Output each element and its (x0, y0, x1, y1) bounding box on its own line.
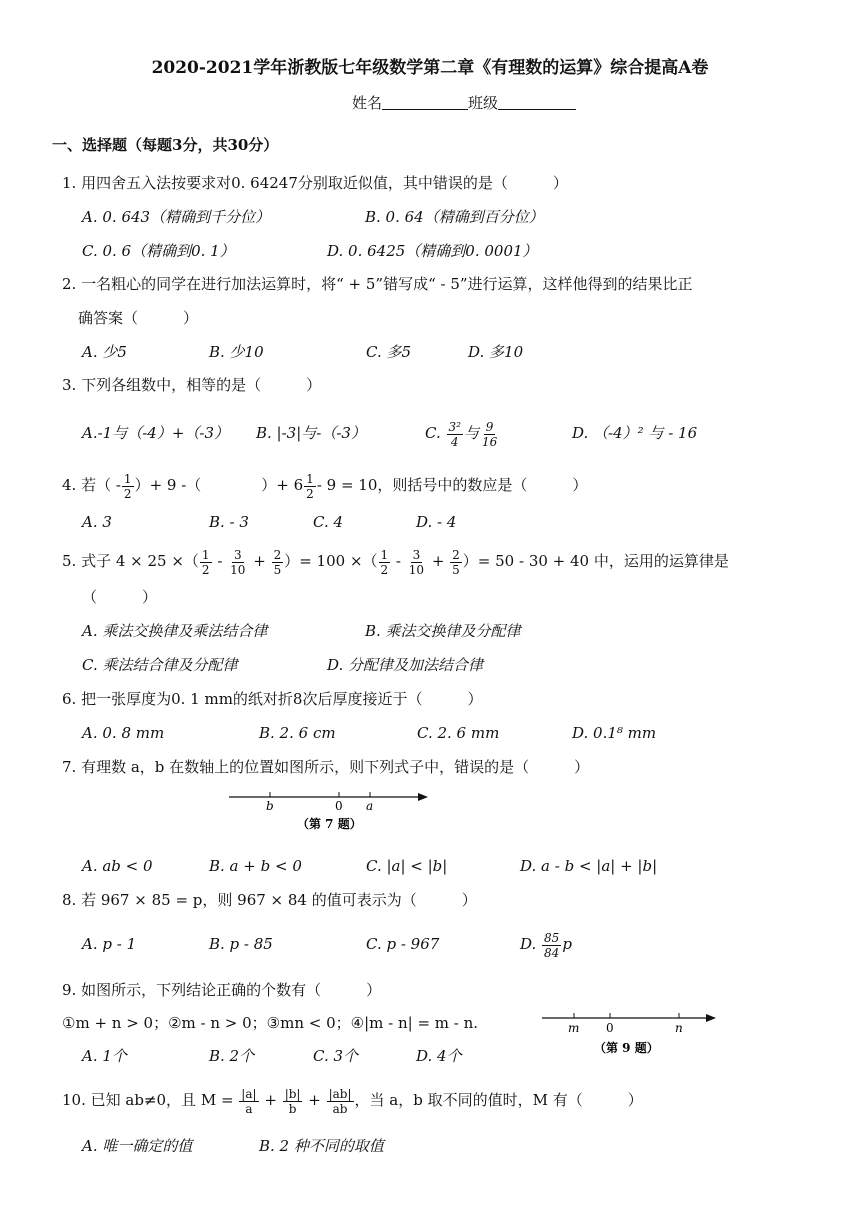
section-title: 一、选择题（每题3分，共30分） (52, 136, 279, 154)
q5-stem: 5. 式子 4 × 25 ×（ $\frac{1}{2}$ - $\frac{3}{10}$ + $\frac{2}{5}$ ）= 100 ×（ $\frac{1}{2}$ - $\frac{3}{10}$ + $\frac{2}{5}$ ）= 50 - 30 + 40 中，运用的运算律是 (62, 547, 729, 577)
q7-figure-caption: （第 7 题） (297, 817, 362, 831)
q9-number-line (538, 1008, 724, 1058)
q8-option-c: C. p - 967 (366, 935, 440, 953)
q8-option-b: B. p - 85 (209, 935, 273, 953)
q6-option-c: C. 2. 6 mm (417, 724, 500, 742)
q9-statements: ①m + n > 0；②m - n > 0；③mn < 0；④|m - n| = m - n. (62, 1014, 479, 1032)
q6-option-d: D. 0.1⁸ mm (572, 724, 657, 742)
q8-option-a: A. p - 1 (82, 935, 137, 953)
q3-c-fraction-1: $\frac{\text{3²}}{4}$ (448, 419, 461, 449)
q7-stem: 7. 有理数 a，b 在数轴上的位置如图所示，则下列式子中，错误的是（ ） (62, 758, 590, 776)
q5-option-c: C. 乘法结合律及分配律 (82, 656, 238, 674)
q4-stem: 4. 若（ - $\frac{1}{2}$ ）+ 9 -（ ）+ 6 $\frac{1}{2}$ - 9 = 10，则括号中的数应是（ ） (62, 471, 588, 501)
q7-option-b: B. a + b < 0 (209, 857, 302, 875)
q10-stem: 10. 已知 ab≠0，且 M = $\frac{|a|}{a}$ + $\frac{|b|}{b}$ + $\frac{|ab|}{ab}$ ，当 a，b 取不同的值时，M 有（ ） (62, 1086, 643, 1116)
q9-option-d: D. 4个 (416, 1047, 462, 1065)
q7-option-a: A. ab < 0 (82, 857, 153, 875)
q2-stem: 2. 一名粗心的同学在进行加法运算时，将“ + 5”错写成“ - 5”进行运算，这样他得到的结果比正 (62, 275, 693, 293)
q3-option-d: D. （-4）² 与 - 16 (572, 424, 698, 442)
q7-label-zero: 0 (335, 799, 343, 813)
q1-option-c: C. 0. 6（精确到0. 1） (82, 242, 235, 260)
q1-stem: 1. 用四舍五入法按要求对0. 64247分别取近似值，其中错误的是（ ） (62, 174, 568, 192)
q5-option-d: D. 分配律及加法结合律 (327, 656, 484, 674)
q8-option-d: D. $\frac{85}{84}$ p (520, 930, 572, 960)
q9-option-c: C. 3个 (313, 1047, 359, 1065)
q8-stem: 8. 若 967 × 85 = p，则 967 × 84 的值可表示为（ ） (62, 891, 477, 909)
q3-option-b: B. |-3|与-（-3） (256, 424, 366, 442)
name-blank[interactable] (382, 95, 468, 110)
q10-frac-ab: $\frac{|ab|}{ab}$ (328, 1086, 352, 1116)
q1-option-a: A. 0. 643（精确到千分位） (82, 208, 271, 226)
q2-option-d: D. 多10 (468, 343, 524, 361)
q3-c-fraction-2: $\frac{9}{16}$ (481, 419, 498, 449)
q1-option-b: B. 0. 64（精确到百分位） (365, 208, 544, 226)
q3-c-mid: 与 (463, 424, 479, 442)
q7-label-a: a (366, 799, 374, 813)
q7-option-c: C. |a| < |b| (366, 857, 448, 875)
q4-option-b: B. - 3 (209, 513, 249, 531)
q7-option-d: D. a - b < |a| + |b| (520, 857, 658, 875)
q9-figure-caption: （第 9 题） (594, 1041, 659, 1055)
q10-option-a: A. 唯一确定的值 (82, 1137, 193, 1155)
name-class-line (352, 92, 576, 113)
q2-stem-cont: 确答案（ ） (78, 309, 199, 327)
q9-option-a: A. 1个 (82, 1047, 127, 1065)
q9-label-zero: 0 (606, 1021, 614, 1035)
q3-stem: 3. 下列各组数中，相等的是（ ） (62, 376, 322, 394)
q10-frac-b: $\frac{|b|}{b}$ (284, 1086, 301, 1116)
q9-label-n: n (675, 1021, 683, 1035)
q5-frac-2: $\frac{3}{10}$ (230, 547, 246, 577)
q5-frac-1: $\frac{1}{2}$ (201, 547, 210, 577)
q9-stem: 9. 如图所示，下列结论正确的个数有（ ） (62, 981, 382, 999)
q3-c-prefix: C. (425, 424, 441, 442)
q4-half-2: $\frac{1}{2}$ (306, 471, 314, 501)
q4-half-1: $\frac{1}{2}$ (123, 471, 132, 501)
q10-frac-a: $\frac{|a|}{a}$ (241, 1086, 257, 1116)
q9-label-m: m (568, 1021, 580, 1035)
q6-stem: 6. 把一张厚度为0. 1 mm的纸对折8次后厚度接近于（ ） (62, 690, 483, 708)
q5-option-b: B. 乘法交换律及分配律 (365, 622, 521, 640)
q5-frac-6: $\frac{2}{5}$ (452, 547, 460, 577)
q2-option-c: C. 多5 (366, 343, 412, 361)
name-label: 姓名 (352, 94, 383, 112)
q4-option-a: A. 3 (82, 513, 112, 531)
q3-option-c (425, 413, 500, 453)
q5-frac-3: $\frac{2}{5}$ (273, 547, 282, 577)
q9-option-b: B. 2个 (209, 1047, 255, 1065)
q7-label-b: b (266, 799, 274, 813)
q2-option-b: B. 少10 (209, 343, 264, 361)
exam-title: 2020-2021学年浙教版七年级数学第二章《有理数的运算》综合提高A卷 (151, 58, 709, 78)
class-blank[interactable] (498, 95, 576, 110)
q1-option-d: D. 0. 6425（精确到0. 0001） (327, 242, 538, 260)
q7-number-line (225, 786, 435, 834)
q5-option-a: A. 乘法交换律及乘法结合律 (82, 622, 268, 640)
q6-option-b: B. 2. 6 cm (259, 724, 336, 742)
q4-option-d: D. - 4 (416, 513, 457, 531)
q4-option-c: C. 4 (313, 513, 344, 531)
q3-option-a: A.-1与（-4）+（-3） (82, 424, 230, 442)
q5-frac-4: $\frac{1}{2}$ (380, 547, 389, 577)
q5-stem-cont: （ ） (82, 588, 158, 606)
q2-option-a: A. 少5 (82, 343, 127, 361)
q6-option-a: A. 0. 8 mm (82, 724, 165, 742)
q5-frac-5: $\frac{3}{10}$ (408, 547, 425, 577)
class-label: 班级 (468, 94, 499, 112)
q10-option-b: B. 2 种不同的取值 (259, 1137, 384, 1155)
q8-d-fraction: $\frac{85}{84}$ (544, 930, 560, 960)
